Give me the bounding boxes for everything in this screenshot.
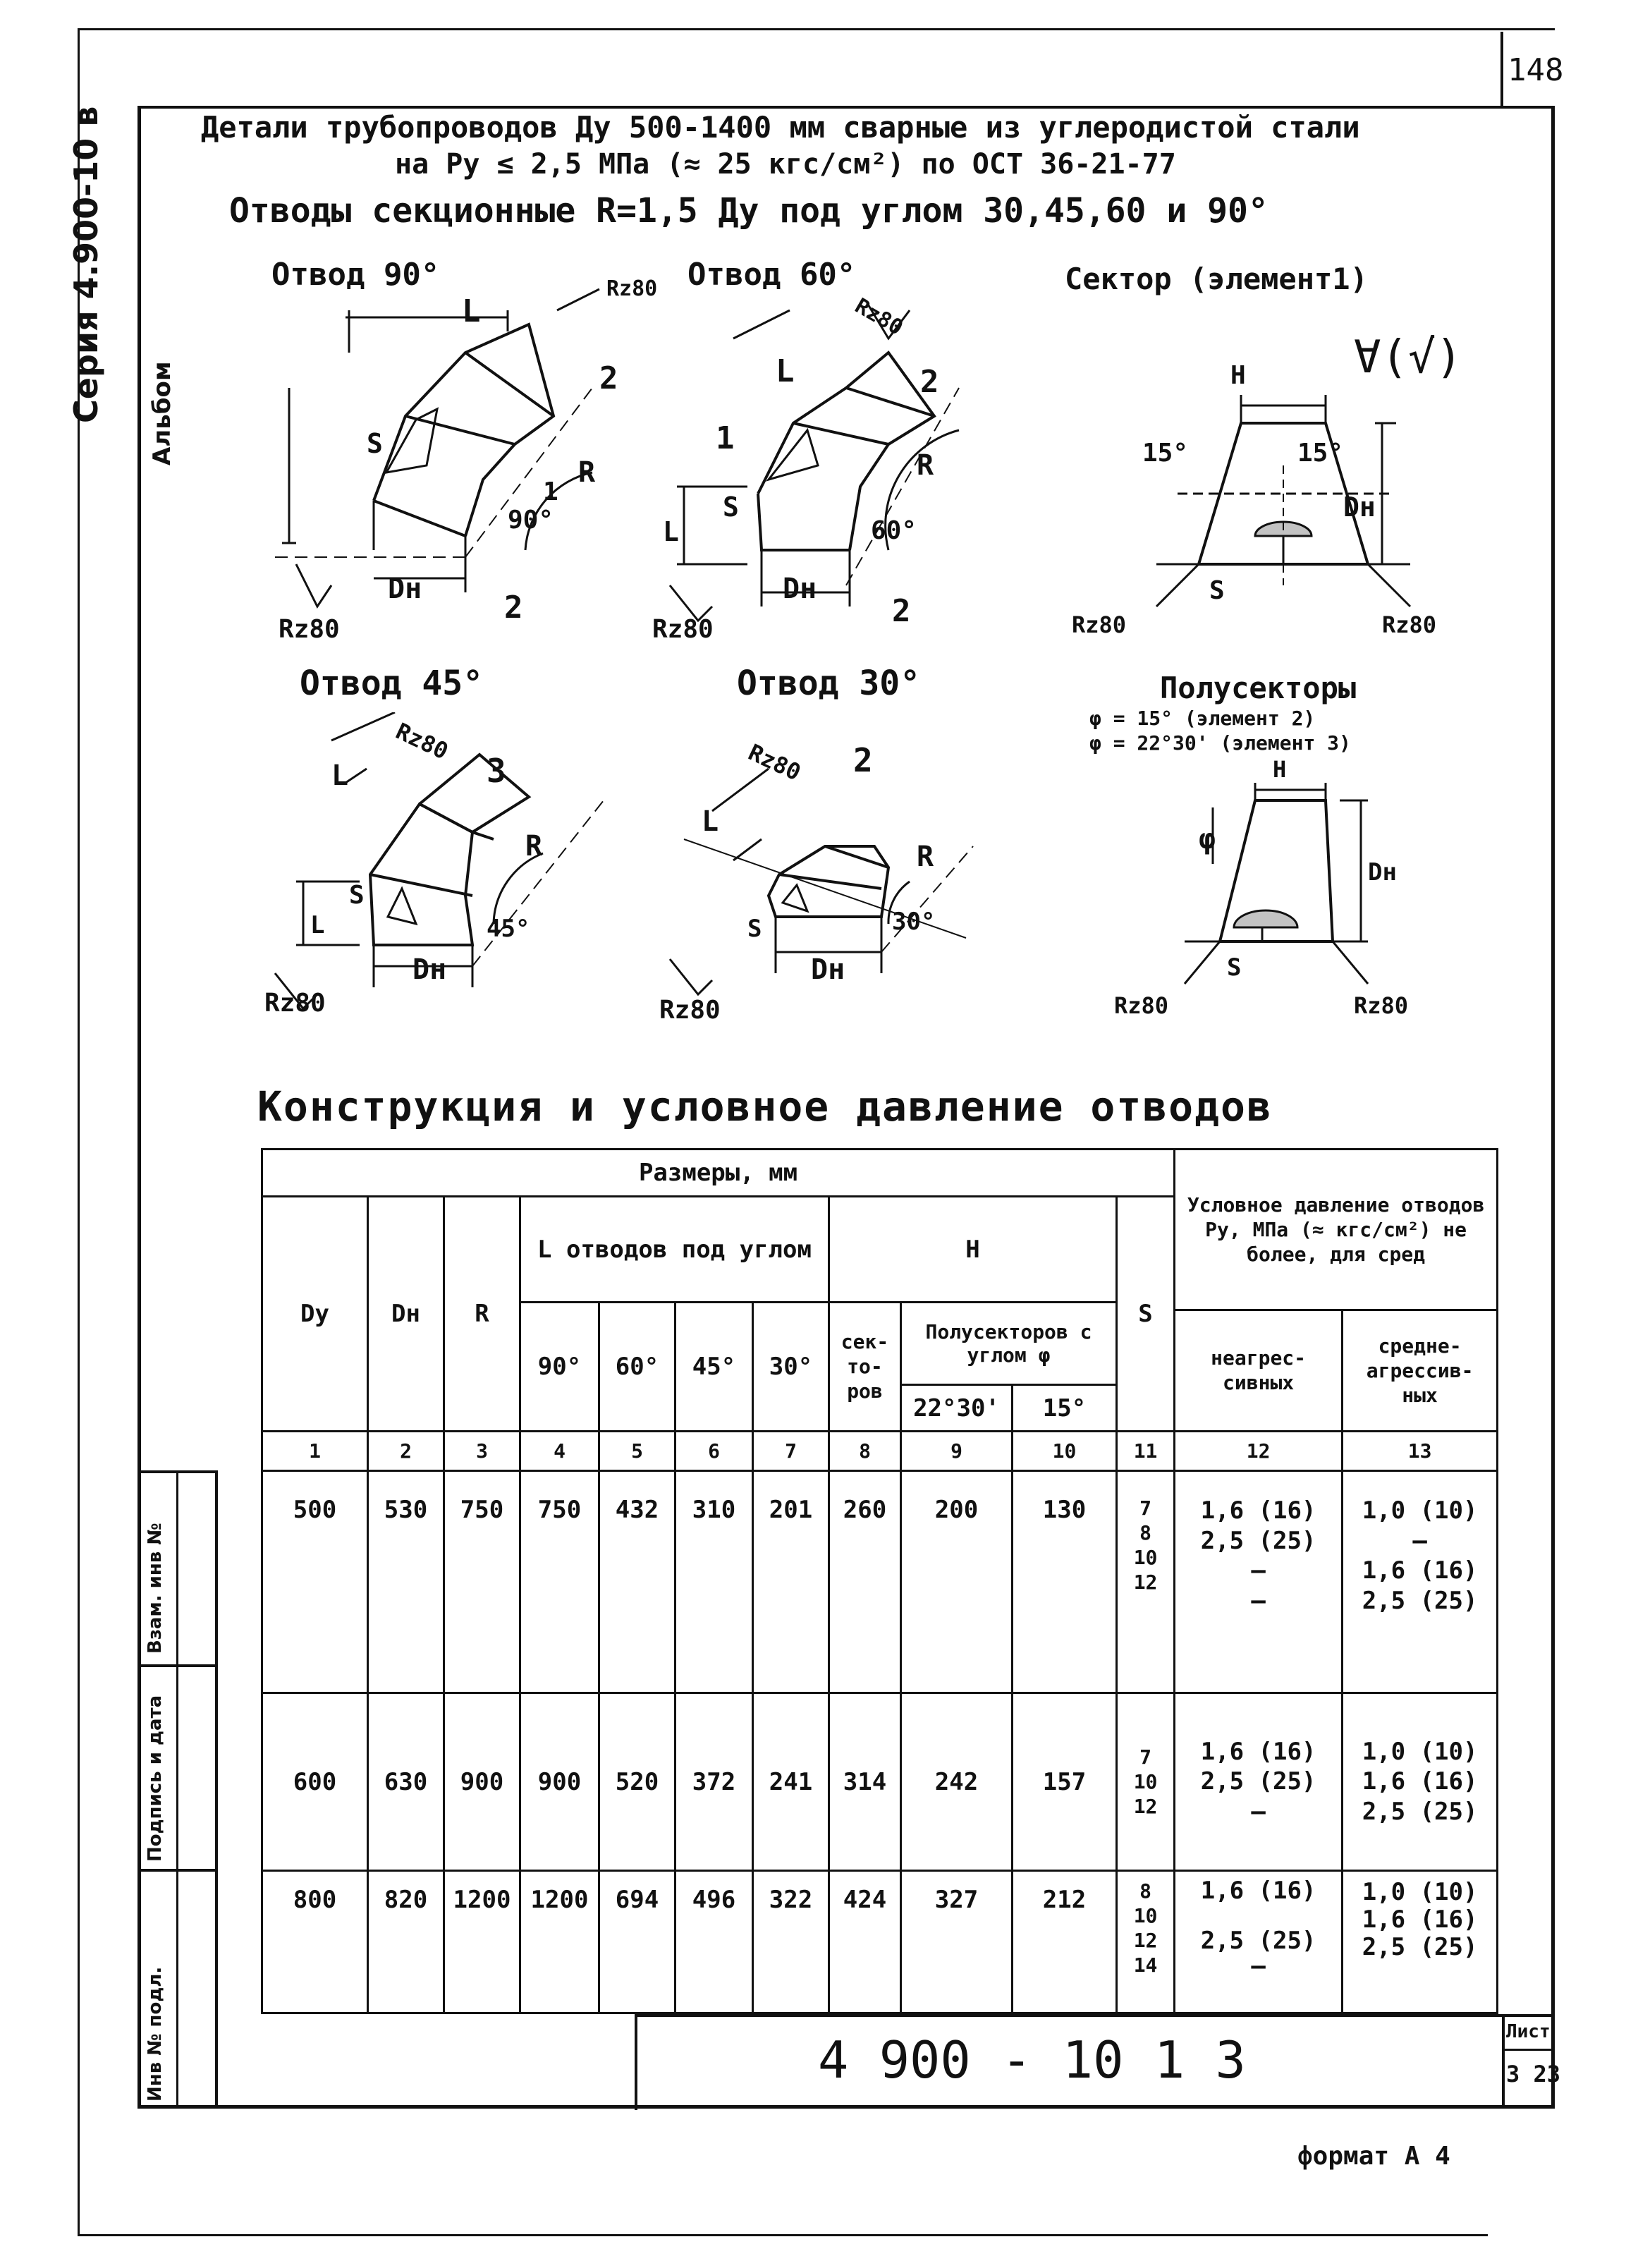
col-r: R	[444, 1197, 520, 1431]
colnum: 1	[262, 1431, 368, 1470]
bend30-Dn: Dн	[811, 953, 845, 986]
halfsector-line1: φ = 15° (элемент 2)	[1089, 707, 1316, 730]
bend30-angle: 30°	[892, 908, 936, 936]
cell-l60: 694	[599, 1870, 676, 2013]
cell-p-non: 1,6 (16) 2,5 (25) —	[1175, 1870, 1343, 2013]
cell-dn: 630	[368, 1693, 444, 1871]
sheet-number: 148	[1508, 52, 1564, 88]
halfsector-S: S	[1227, 953, 1242, 982]
stamp-code: 4 900 - 10 1 3	[818, 2030, 1246, 2090]
side-stamp-divider	[176, 1470, 178, 2105]
bend45-Rz-top: Rz80	[391, 717, 453, 765]
colnum: 9	[901, 1431, 1013, 1470]
bend60-Rz-bottom: Rz80	[652, 615, 714, 644]
col-nonaggr: неагрес- сивных	[1175, 1310, 1343, 1432]
format-label: формат А 4	[1297, 2142, 1450, 2171]
bend45-n3: 3	[487, 752, 506, 790]
colnum: 4	[520, 1431, 599, 1470]
cell-h-15: 130	[1013, 1471, 1117, 1693]
bend90-R: R	[578, 456, 596, 489]
col-h2230: 22°30'	[901, 1385, 1013, 1431]
table-title: Конструкция и условное давление отводов	[257, 1083, 1273, 1130]
bend30-Rz-top: Rz80	[744, 738, 805, 786]
cell-r: 750	[444, 1471, 520, 1693]
halfsector-H: H	[1273, 756, 1287, 783]
halfsector-phi: φ	[1199, 823, 1216, 855]
col-l30: 30°	[753, 1303, 829, 1431]
colnum: 8	[829, 1431, 901, 1470]
bend90-n2b: 2	[504, 590, 523, 626]
bend60-title: Отвод 60°	[687, 257, 856, 293]
cell-h-sector: 260	[829, 1471, 901, 1693]
halfsector-line2: φ = 22°30' (элемент 3)	[1089, 731, 1351, 755]
col-sectors: сек- то- ров	[829, 1303, 901, 1431]
header-line3: Отводы секционные R=1,5 Ду под углом 30,45,60 и 90°	[229, 191, 1269, 231]
halfsector-Dn: Dн	[1368, 858, 1397, 886]
bend60-S: S	[723, 492, 739, 523]
group-half: Полусекторов с углом φ	[901, 1303, 1117, 1385]
cell-p-mid: 1,0 (10) 1,6 (16) 2,5 (25)	[1343, 1870, 1498, 2013]
colnum: 3	[444, 1431, 520, 1470]
cell-r: 900	[444, 1693, 520, 1871]
colnum: 6	[676, 1431, 753, 1470]
side-stamp-inv: Инв № подл.	[145, 1966, 166, 2102]
table-row	[262, 1471, 1498, 1693]
stamp-sheet-hline	[1502, 2049, 1553, 2051]
outer-top	[78, 28, 1555, 30]
cell-r: 1200	[444, 1870, 520, 2013]
bend60-Rz-top: Rz80	[850, 293, 907, 341]
cell-h-2230: 200	[901, 1471, 1013, 1693]
cell-dy: 800	[262, 1870, 368, 2013]
bend90-angle: 90°	[508, 506, 554, 535]
bend45-angle: 45°	[487, 915, 530, 943]
spec-table	[261, 1148, 1498, 2014]
sector-roughness: ∀(√)	[1354, 331, 1463, 384]
cell-l90: 1200	[520, 1870, 599, 2013]
col-l90: 90°	[520, 1303, 599, 1431]
colnum: 2	[368, 1431, 444, 1470]
bend90-n1: 1	[543, 477, 558, 506]
cell-l30: 201	[753, 1471, 829, 1693]
bend90-L: L	[462, 293, 481, 329]
bend45-drawing	[261, 712, 628, 1037]
bend90-Rz-bottom: Rz80	[279, 615, 340, 644]
sector-H: H	[1230, 361, 1246, 390]
bend45-L-side: L	[310, 911, 325, 939]
colnum: 10	[1013, 1431, 1117, 1470]
stamp-sheet-divider	[1502, 2014, 1505, 2107]
cell-l60: 520	[599, 1693, 676, 1871]
cell-l90: 750	[520, 1471, 599, 1693]
side-stamp-row1	[137, 1664, 215, 1667]
stamp-sheet-value: 3 23	[1506, 2061, 1561, 2087]
colnum: 13	[1343, 1431, 1498, 1470]
cell-l30: 322	[753, 1870, 829, 2013]
cell-dy: 600	[262, 1693, 368, 1871]
cell-h-sector: 314	[829, 1693, 901, 1871]
bend45-S: S	[349, 881, 365, 910]
bend90-title: Отвод 90°	[271, 257, 440, 293]
cell-s: 7 8 10 12	[1117, 1471, 1175, 1693]
cell-h-2230: 327	[901, 1870, 1013, 2013]
sector-a1: 15°	[1142, 439, 1189, 468]
bend30-R: R	[917, 841, 934, 873]
col-dy: Dy	[262, 1197, 368, 1431]
bend60-L: L	[776, 353, 795, 389]
cell-h-15: 157	[1013, 1693, 1117, 1871]
album-label: Альбом	[148, 361, 176, 465]
bend45-title: Отвод 45°	[300, 664, 484, 703]
cell-p-mid: 1,0 (10) 1,6 (16) 2,5 (25)	[1343, 1693, 1498, 1871]
cell-h-sector: 424	[829, 1870, 901, 2013]
side-stamp-sign: Подпись и дата	[145, 1695, 166, 1862]
bend60-R: R	[917, 449, 934, 482]
frame-right	[1551, 106, 1555, 2109]
cell-s: 8 10 12 14	[1117, 1870, 1175, 2013]
cell-dy: 500	[262, 1471, 368, 1693]
bend30-n2: 2	[853, 741, 873, 779]
bend60-n2b: 2	[892, 593, 911, 629]
stamp-sheet-label: Лист	[1506, 2021, 1551, 2042]
group-pressure: Условное давление отводов Ру, МПа (≈ кгс/см²) не более, для сред	[1175, 1150, 1498, 1310]
bend60-Dn: Dн	[783, 573, 817, 605]
group-l: L отводов под углом	[520, 1197, 829, 1303]
table-row	[262, 1870, 1498, 2013]
cell-l45: 372	[676, 1693, 753, 1871]
bend30-title: Отвод 30°	[737, 664, 921, 703]
halfsector-title: Полусекторы	[1160, 671, 1357, 705]
colnum: 11	[1117, 1431, 1175, 1470]
cell-l60: 432	[599, 1471, 676, 1693]
bend45-Dn: Dн	[412, 953, 447, 986]
header-line2: на Ру ≤ 2,5 МПа (≈ 25 кгс/см²) по ОСТ 36-21-77	[395, 148, 1176, 181]
bend90-n2a: 2	[599, 360, 618, 396]
sector-S: S	[1209, 576, 1225, 605]
frame-top	[137, 106, 1505, 109]
bend60-angle: 60°	[871, 516, 917, 545]
cell-l30: 241	[753, 1693, 829, 1871]
bend90-Rz-top: Rz80	[606, 276, 658, 301]
colnum: 12	[1175, 1431, 1343, 1470]
col-l60: 60°	[599, 1303, 676, 1431]
cell-dn: 820	[368, 1870, 444, 2013]
col-s: S	[1117, 1197, 1175, 1431]
cell-l45: 496	[676, 1870, 753, 2013]
col-dn: Dн	[368, 1197, 444, 1431]
cell-h-15: 212	[1013, 1870, 1117, 2013]
group-h: H	[829, 1197, 1117, 1303]
side-stamp-vzam: Взам. инв №	[145, 1523, 166, 1654]
bend30-S: S	[747, 915, 762, 943]
sector-title: Сектор (элемент1)	[1065, 262, 1368, 296]
bend60-n2a: 2	[920, 364, 939, 400]
cell-dn: 530	[368, 1471, 444, 1693]
sector-Rz-left: Rz80	[1072, 611, 1127, 638]
bend45-R: R	[525, 830, 543, 862]
bend60-L-side: L	[663, 516, 679, 547]
cell-l45: 310	[676, 1471, 753, 1693]
sector-drawing	[1072, 353, 1438, 649]
colnum: 5	[599, 1431, 676, 1470]
bend30-Rz-bottom: Rz80	[659, 996, 721, 1025]
bend45-L: L	[331, 760, 349, 792]
group-sizes: Размеры, мм	[262, 1150, 1175, 1197]
side-stamp-row2	[137, 1869, 215, 1872]
bend60-n1: 1	[716, 420, 735, 456]
halfsector-Rz-right: Rz80	[1354, 992, 1409, 1019]
header-line1: Детали трубопроводов Ду 500-1400 мм сварные из углеродистой стали	[201, 110, 1360, 145]
cell-p-mid: 1,0 (10) — 1,6 (16) 2,5 (25)	[1343, 1471, 1498, 1693]
sector-Dn: Dн	[1343, 492, 1376, 523]
col-midaggr: средне- агрессив- ных	[1343, 1310, 1498, 1432]
cell-s: 7 10 12	[1117, 1693, 1175, 1871]
col-h15: 15°	[1013, 1385, 1117, 1431]
col-l45: 45°	[676, 1303, 753, 1431]
bend60-drawing	[656, 282, 994, 649]
sector-a2: 15°	[1297, 439, 1344, 468]
bend45-Rz-bottom: Rz80	[264, 989, 326, 1018]
bend90-Dn: Dн	[388, 573, 422, 605]
cell-l90: 900	[520, 1693, 599, 1871]
colnum: 7	[753, 1431, 829, 1470]
bend30-L: L	[702, 805, 719, 838]
cell-p-non: 1,6 (16) 2,5 (25) — —	[1175, 1471, 1343, 1693]
outer-bottom	[78, 2234, 1488, 2236]
bend90-S: S	[367, 428, 383, 459]
cell-h-2230: 242	[901, 1693, 1013, 1871]
table-row	[262, 1693, 1498, 1871]
cell-p-non: 1,6 (16) 2,5 (25) —	[1175, 1693, 1343, 1871]
halfsector-Rz-left: Rz80	[1114, 992, 1169, 1019]
series-label: Серия 4.900-10 в	[67, 106, 105, 423]
sector-Rz-right: Rz80	[1382, 611, 1437, 638]
